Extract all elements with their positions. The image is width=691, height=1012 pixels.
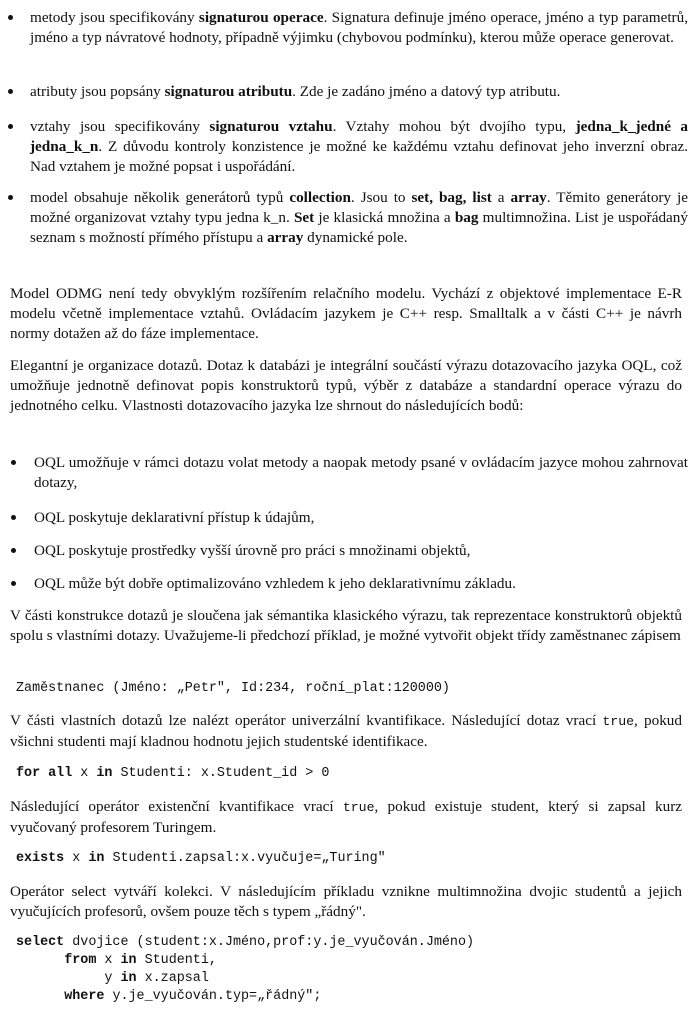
- code-text: Studenti.zapsal:x.vyučuje=„Turing": [104, 851, 386, 866]
- bullet-text: [30, 82, 688, 102]
- list-item: [8, 453, 688, 493]
- bullet-dot: [11, 548, 16, 553]
- code-text: Studenti,: [136, 953, 217, 968]
- bullet-text: OQL umožňuje v rámci dotazu volat metody a naopak metody psané v ovládacím jazyce mohou zahrnovat dotazy,: [34, 454, 688, 491]
- code-line: [16, 765, 676, 783]
- inline-code: true: [602, 714, 635, 729]
- list-item: [8, 8, 688, 48]
- code-text: x: [64, 851, 89, 866]
- text-run: . Jsou to: [350, 189, 412, 206]
- code-keyword: where: [64, 989, 105, 1004]
- code-text: Studenti: x.Student_id > 0: [112, 766, 330, 781]
- list-item: [8, 117, 688, 177]
- text-run: a: [491, 189, 511, 206]
- text-run: vztahy jsou specifikovány: [30, 118, 210, 135]
- bullet-dot: [8, 124, 13, 129]
- list-item: [8, 82, 688, 102]
- bold-term: signaturou operace: [198, 9, 324, 26]
- paragraph: Elegantní je organizace dotazů. Dotaz k databázi je integrální součástí výrazu dotazovacího jazyka OQL, což umožňuje jednotně definovat popis konstruktorů typů, výběr z databáze a standardní operace výrazu do jednotného celku. Vlastnosti dotazovacího jazyka lze shrnout do následujících bodů:: [10, 357, 682, 414]
- text-run: model obsahuje několik generátorů typů: [30, 189, 290, 206]
- list-item: [8, 188, 688, 248]
- code-block: [16, 934, 676, 1006]
- text-run: , pokud všichni studenti mají kladnou hodnotu jejich studentské identifikace.: [10, 712, 682, 750]
- bold-term: Set: [293, 209, 315, 226]
- text-run: . Zde je zadáno jméno a datový typ atributu.: [292, 83, 561, 100]
- code-keyword: in: [120, 953, 137, 968]
- bullet-dot: [11, 460, 16, 465]
- code-text: x: [96, 953, 121, 968]
- text-run: . Těmito generátory je možné organizovat vztahy typu jedna k_n.: [30, 189, 689, 226]
- code-keyword: select: [16, 935, 65, 950]
- bullet-text: [30, 117, 688, 177]
- code-keyword: in: [96, 766, 113, 781]
- code-keyword: from: [64, 953, 97, 968]
- code-line: Zaměstnanec (Jméno: „Petr", Id:234, roční_plat:120000): [16, 681, 450, 696]
- bold-term: array: [267, 229, 304, 246]
- text-run: dynamické pole.: [303, 229, 408, 246]
- list-item: [8, 508, 688, 528]
- text-run: V části vlastních dotazů lze nalézt operátor univerzální kvantifikace. Následující dotaz vrací: [10, 712, 603, 729]
- paragraph: V části konstrukce dotazů je sloučena jak sémantika klasického výrazu, tak reprezentace konstruktorů objektů spolu s vlastními dotazy. Uvažujeme-li předchozí příklad, je možné vytvořit objekt třídy zaměstnanec zápisem: [10, 607, 682, 644]
- bold-term: signaturou atributu: [164, 83, 293, 100]
- bold-term: jedna_k_jedné a jedna_k_n: [30, 118, 689, 155]
- bullet-dot: [11, 581, 16, 586]
- code-keyword: in: [88, 851, 105, 866]
- paragraph: [10, 711, 682, 752]
- bullet-dot: [11, 515, 16, 520]
- bold-term: signaturou vztahu: [209, 118, 333, 135]
- text-run: atributy jsou popsány: [30, 83, 165, 100]
- code-keyword: for all: [16, 766, 73, 781]
- list-item: [8, 541, 688, 561]
- bold-term: bag: [454, 209, 479, 226]
- bullet-text: [30, 188, 688, 248]
- text-run: multimnožina. List je uspořádaný seznam s možností přímého přístupu a: [30, 209, 688, 246]
- bullet-text: OQL poskytuje deklarativní přístup k údajům,: [34, 509, 315, 526]
- code-text: y: [104, 971, 121, 986]
- bullet-text: OQL může být dobře optimalizováno vzhledem k jeho deklarativnímu základu.: [34, 575, 516, 592]
- text-run: je klasická množina a: [314, 209, 455, 226]
- bold-term: set, bag, list: [411, 189, 492, 206]
- bold-term: array: [510, 189, 547, 206]
- bullet-dot: [8, 15, 13, 20]
- bullet-dot: [8, 89, 13, 94]
- bullet-text: [30, 8, 688, 48]
- text-run: . Z důvodu kontroly konzistence je možné ke každému vztahu definovat jeho inverzní obraz. Nad vztahem je možné popsat i uspořádání.: [30, 138, 688, 175]
- code-keyword: in: [120, 971, 137, 986]
- code-text: x.zapsal: [136, 971, 209, 986]
- paragraph: [10, 797, 682, 838]
- code-keyword: exists: [16, 851, 65, 866]
- code-text: dvojice (student:x.Jméno,prof:y.je_vyučován.Jméno): [64, 935, 475, 950]
- code-line: [16, 850, 676, 868]
- bullet-dot: [8, 195, 13, 200]
- text-run: . Signatura definuje jméno operace, jméno a typ parametrů, jméno a typ návratové hodnoty, případně výjimku (chybovou podmínku), kterou může operace generovat.: [30, 9, 688, 46]
- list-item: [8, 574, 688, 594]
- text-run: metody jsou specifikovány: [30, 9, 199, 26]
- paragraph: Operátor select vytváří kolekci. V následujícím příkladu vznikne multimnožina dvojic studentů a jejich vyučujících profesorů, ovšem pouze těch s typem „řádný".: [10, 883, 682, 920]
- bullet-text: OQL poskytuje prostředky vyšší úrovně pro práci s množinami objektů,: [34, 542, 471, 559]
- text-run: . Vztahy mohou být dvojího typu,: [332, 118, 576, 135]
- text-run: , pokud existuje student, který si zapsal kurz vyučovaný profesorem Turingem.: [10, 798, 682, 836]
- bold-term: collection: [289, 189, 351, 206]
- code-text: y.je_vyučován.typ=„řádný";: [104, 989, 322, 1004]
- code-text: x: [72, 766, 97, 781]
- inline-code: true: [342, 800, 375, 815]
- text-run: Následující operátor existenční kvantifikace vrací: [10, 798, 343, 815]
- paragraph: Model ODMG není tedy obvyklým rozšířením relačního modelu. Vychází z objektové implementace E-R modelu včetně implementace vztahů. Ovládacím jazykem je C++ resp. Smalltalk a v části C++ je návrh normy dotažen až do fáze implementace.: [10, 285, 682, 342]
